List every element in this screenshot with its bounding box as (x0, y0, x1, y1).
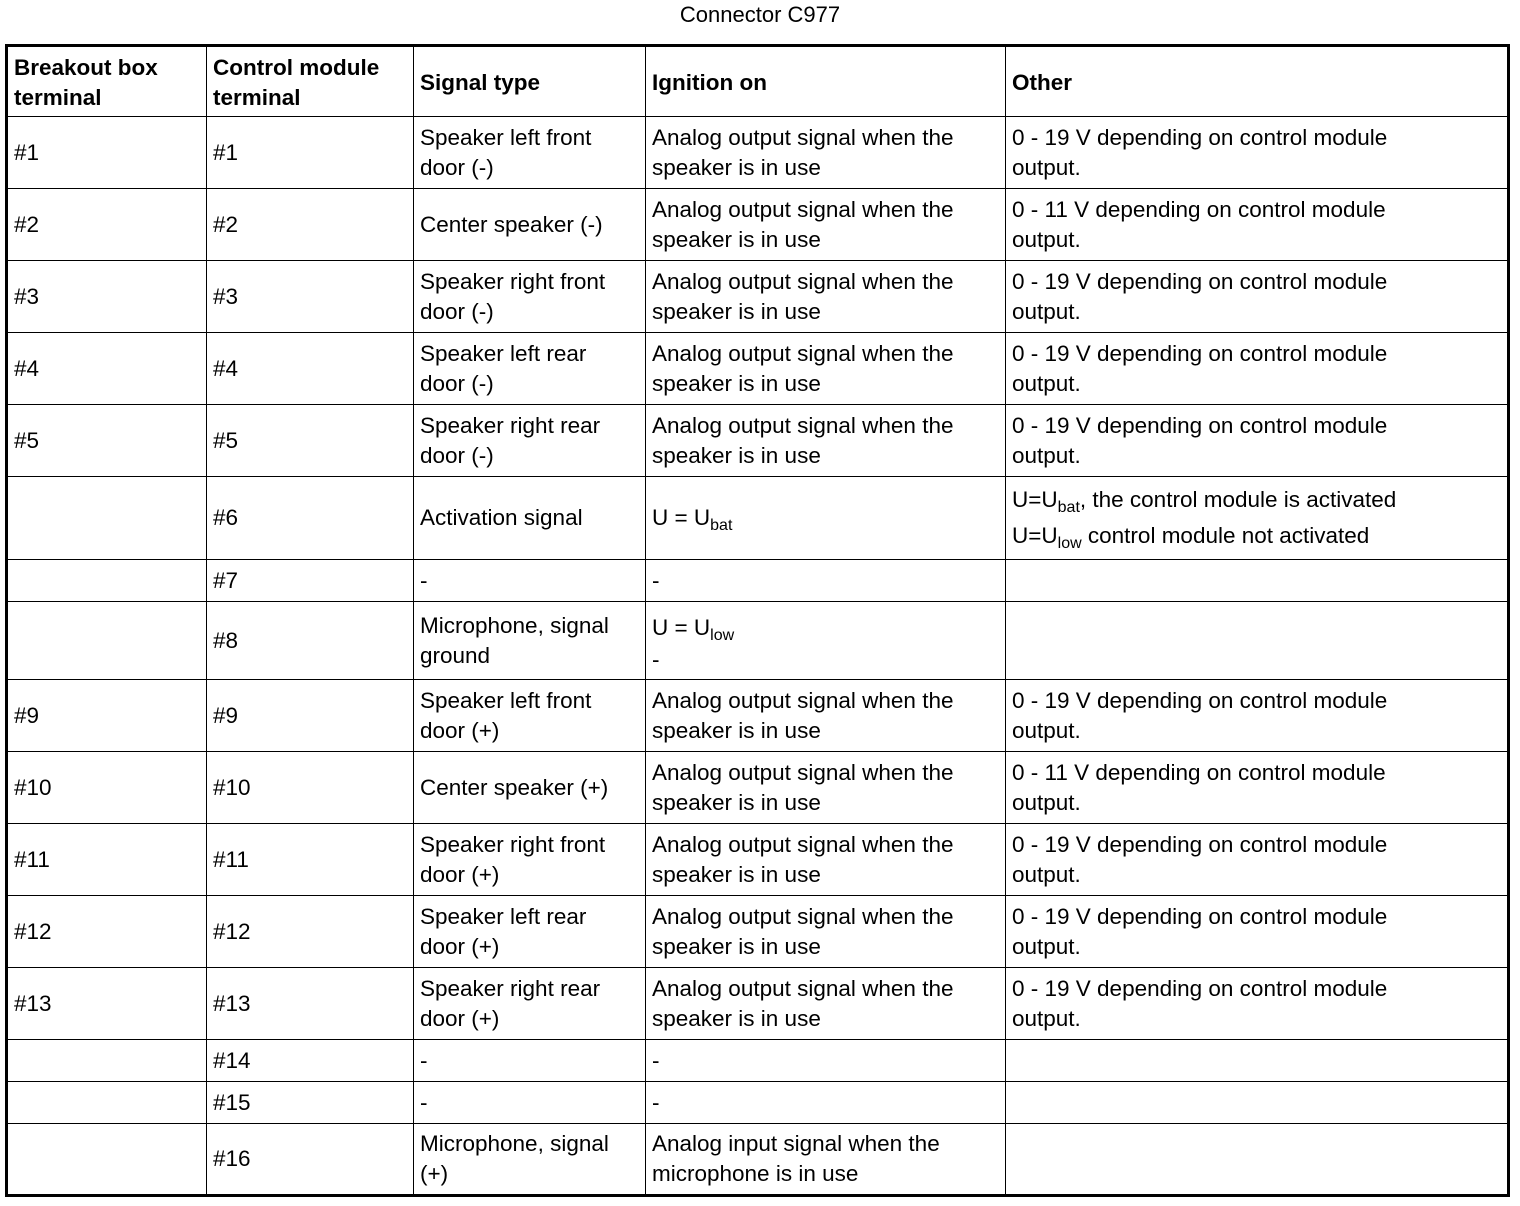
ignition-line: speaker is in use (652, 1005, 821, 1031)
table-caption: Connector C977 (679, 2, 841, 27)
breakout-terminal-cell: #5 (7, 405, 207, 477)
ignition-on-cell (646, 824, 1006, 896)
control-terminal-cell: #8 (207, 602, 414, 680)
control-terminal-cell: #4 (207, 333, 414, 405)
breakout-terminal-cell: #1 (7, 117, 207, 189)
other-cell (1006, 477, 1509, 560)
ignition-line: Analog output signal when the (652, 687, 954, 713)
ignition-formula: $U = U_{low}$ (652, 615, 735, 644)
control-terminal-cell: #14 (207, 1040, 414, 1082)
signal-type-line: Speaker left front (420, 124, 592, 150)
ignition-on-cell (646, 968, 1006, 1040)
ignition-line: speaker is in use (652, 370, 821, 396)
table-row (7, 968, 1509, 1040)
ignition-on-cell (646, 560, 1006, 602)
signal-type-line: door (-) (420, 442, 494, 468)
table-row (7, 1124, 1509, 1196)
other-line: output. (1012, 370, 1081, 396)
connector-table (5, 44, 1510, 1197)
ignition-on-cell (646, 117, 1006, 189)
control-terminal-cell: #10 (207, 752, 414, 824)
signal-type-line: - (420, 1047, 428, 1073)
ignition-line: speaker is in use (652, 298, 821, 324)
ignition-line: microphone is in use (652, 1161, 859, 1186)
breakout-terminal-cell (7, 1082, 207, 1124)
signal-type-line: - (420, 1089, 428, 1115)
signal-type-cell (414, 824, 646, 896)
header-row (7, 46, 1509, 117)
other-cell (1006, 752, 1509, 824)
signal-type-cell (414, 752, 646, 824)
ignition-line: Analog output signal when the (652, 412, 954, 438)
other-line: output. (1012, 298, 1081, 324)
table-row (7, 824, 1509, 896)
other-line: 0 - 11 V depending on control module (1012, 196, 1386, 222)
other-line: output. (1012, 789, 1081, 815)
signal-type-line: door (+) (420, 1005, 500, 1031)
other-line: output. (1012, 442, 1081, 468)
other-line: output. (1012, 933, 1081, 959)
ignition-on-cell (646, 1082, 1006, 1124)
signal-type-line: Speaker right front (420, 268, 606, 294)
signal-type-line: Center speaker (+) (420, 774, 609, 800)
table-row (7, 896, 1509, 968)
breakout-terminal-cell (7, 477, 207, 560)
header-breakout-terminal: Breakout box terminal (7, 46, 207, 117)
signal-type-line: Speaker right rear (420, 412, 601, 438)
header-other: Other (1006, 46, 1509, 117)
breakout-terminal-cell: #2 (7, 189, 207, 261)
other-cell (1006, 1082, 1509, 1124)
signal-type-cell (414, 333, 646, 405)
ignition-on-cell (646, 477, 1006, 560)
signal-type-line: door (+) (420, 717, 500, 743)
ignition-on-cell (646, 602, 1006, 680)
other-line: output. (1012, 154, 1081, 180)
table-row (7, 602, 1509, 680)
ignition-line: Analog output signal when the (652, 903, 954, 929)
control-terminal-cell: #2 (207, 189, 414, 261)
signal-type-line: Speaker left front (420, 687, 592, 713)
subscript: bat (710, 517, 733, 534)
header-ignition-on: Ignition on (646, 46, 1006, 117)
breakout-terminal-cell (7, 1124, 207, 1196)
ignition-on-cell (646, 405, 1006, 477)
other-cell (1006, 824, 1509, 896)
other-line: 0 - 19 V depending on control module (1012, 687, 1388, 713)
table-row (7, 1040, 1509, 1082)
ignition-line: Analog output signal when the (652, 759, 954, 785)
signal-type-line: door (-) (420, 298, 494, 324)
ignition-line: - (652, 1089, 660, 1115)
control-terminal-cell: #15 (207, 1082, 414, 1124)
ignition-line: Analog output signal when the (652, 975, 954, 1001)
table-body (7, 117, 1509, 1196)
other-cell (1006, 602, 1509, 680)
table-row (7, 477, 1509, 560)
signal-type-line: door (+) (420, 861, 500, 887)
signal-type-cell (414, 477, 646, 560)
table-row (7, 1082, 1509, 1124)
signal-type-line: Speaker left rear (420, 903, 587, 929)
other-line: output. (1012, 861, 1081, 887)
signal-type-line: door (-) (420, 370, 494, 396)
ignition-line: Analog output signal when the (652, 340, 954, 366)
ignition-line: Analog input signal when the (652, 1131, 940, 1156)
signal-type-line: Microphone, signal (420, 1131, 609, 1156)
control-terminal-cell: #13 (207, 968, 414, 1040)
signal-type-line: Speaker left rear (420, 340, 587, 366)
signal-type-line: Microphone, signal (420, 612, 609, 638)
ignition-line: Analog output signal when the (652, 268, 954, 294)
breakout-terminal-cell (7, 602, 207, 680)
ignition-on-cell (646, 261, 1006, 333)
table-row (7, 680, 1509, 752)
other-line: 0 - 19 V depending on control module (1012, 412, 1388, 438)
control-terminal-cell: #9 (207, 680, 414, 752)
breakout-terminal-cell: #9 (7, 680, 207, 752)
ignition-on-cell (646, 680, 1006, 752)
ignition-on-cell (646, 189, 1006, 261)
signal-type-line: - (420, 567, 428, 593)
control-terminal-cell: #6 (207, 477, 414, 560)
breakout-terminal-cell: #3 (7, 261, 207, 333)
other-line: 0 - 19 V depending on control module (1012, 268, 1388, 294)
ignition-line: speaker is in use (652, 226, 821, 252)
ignition-line: speaker is in use (652, 442, 821, 468)
signal-type-line: ground (420, 642, 491, 668)
ignition-line: Analog output signal when the (652, 831, 954, 857)
other-cell (1006, 680, 1509, 752)
other-line: 0 - 19 V depending on control module (1012, 975, 1388, 1001)
signal-type-cell (414, 968, 646, 1040)
ignition-on-cell (646, 1040, 1006, 1082)
ignition-on-cell (646, 752, 1006, 824)
other-line: output. (1012, 1005, 1081, 1031)
signal-type-cell (414, 560, 646, 602)
subscript: bat (1057, 499, 1080, 516)
signal-type-line: door (-) (420, 154, 494, 180)
control-terminal-cell: #7 (207, 560, 414, 602)
control-terminal-cell: #12 (207, 896, 414, 968)
control-terminal-cell: #3 (207, 261, 414, 333)
table-row (7, 405, 1509, 477)
ignition-line: speaker is in use (652, 789, 821, 815)
ignition-line: - (652, 567, 660, 593)
table-row (7, 261, 1509, 333)
ignition-line: - (652, 1047, 660, 1073)
other-cell (1006, 896, 1509, 968)
ignition-on-cell (646, 896, 1006, 968)
ignition-line: speaker is in use (652, 154, 821, 180)
signal-type-cell (414, 896, 646, 968)
signal-type-cell (414, 1040, 646, 1082)
ignition-line: speaker is in use (652, 717, 821, 743)
other-line: 0 - 11 V depending on control module (1012, 759, 1386, 785)
breakout-terminal-cell: #10 (7, 752, 207, 824)
table-row (7, 560, 1509, 602)
signal-type-cell (414, 680, 646, 752)
control-terminal-cell: #11 (207, 824, 414, 896)
other-line: 0 - 19 V depending on control module (1012, 903, 1388, 929)
other-cell (1006, 333, 1509, 405)
signal-type-line: (+) (420, 1161, 449, 1186)
other-line: 0 - 19 V depending on control module (1012, 124, 1388, 150)
table-row (7, 752, 1509, 824)
other-formula: $U=U_{low}$ control module not activated (1012, 523, 1370, 552)
control-terminal-cell: #16 (207, 1124, 414, 1196)
ignition-line: Analog output signal when the (652, 124, 954, 150)
other-line: output. (1012, 226, 1081, 252)
ignition-line: Analog output signal when the (652, 196, 954, 222)
other-line: output. (1012, 717, 1081, 743)
control-terminal-cell: #1 (207, 117, 414, 189)
other-line: 0 - 19 V depending on control module (1012, 831, 1388, 857)
signal-type-cell (414, 1124, 646, 1196)
other-cell (1006, 1040, 1509, 1082)
subscript: low (1057, 535, 1082, 552)
signal-type-line: Center speaker (-) (420, 211, 603, 237)
other-cell (1006, 261, 1509, 333)
breakout-terminal-cell: #4 (7, 333, 207, 405)
other-line: 0 - 19 V depending on control module (1012, 340, 1388, 366)
other-cell (1006, 560, 1509, 602)
ignition-line: - (652, 647, 660, 672)
signal-type-line: door (+) (420, 933, 500, 959)
breakout-terminal-cell: #12 (7, 896, 207, 968)
table-row (7, 117, 1509, 189)
other-cell (1006, 1124, 1509, 1196)
other-cell (1006, 405, 1509, 477)
breakout-terminal-cell: #11 (7, 824, 207, 896)
signal-type-cell (414, 1082, 646, 1124)
other-cell (1006, 968, 1509, 1040)
breakout-terminal-cell (7, 560, 207, 602)
table-row (7, 333, 1509, 405)
ignition-formula: $U = U_{bat}$ (652, 505, 733, 534)
signal-type-line: Speaker right front (420, 831, 606, 857)
signal-type-cell (414, 602, 646, 680)
signal-type-line: Activation signal (420, 505, 583, 530)
ignition-line: speaker is in use (652, 933, 821, 959)
header-control-module-terminal: Control module terminal (207, 46, 414, 117)
ignition-on-cell (646, 333, 1006, 405)
signal-type-cell (414, 405, 646, 477)
table-row (7, 189, 1509, 261)
other-cell (1006, 117, 1509, 189)
subscript: low (710, 627, 735, 644)
breakout-terminal-cell (7, 1040, 207, 1082)
signal-type-line: Speaker right rear (420, 975, 601, 1001)
signal-type-cell (414, 189, 646, 261)
signal-type-cell (414, 117, 646, 189)
ignition-line: speaker is in use (652, 861, 821, 887)
breakout-terminal-cell: #13 (7, 968, 207, 1040)
ignition-on-cell (646, 1124, 1006, 1196)
other-cell (1006, 189, 1509, 261)
header-signal-type: Signal type (414, 46, 646, 117)
signal-type-cell (414, 261, 646, 333)
control-terminal-cell: #5 (207, 405, 414, 477)
other-formula: $U=U_{bat}$, the control module is activated (1012, 487, 1397, 516)
